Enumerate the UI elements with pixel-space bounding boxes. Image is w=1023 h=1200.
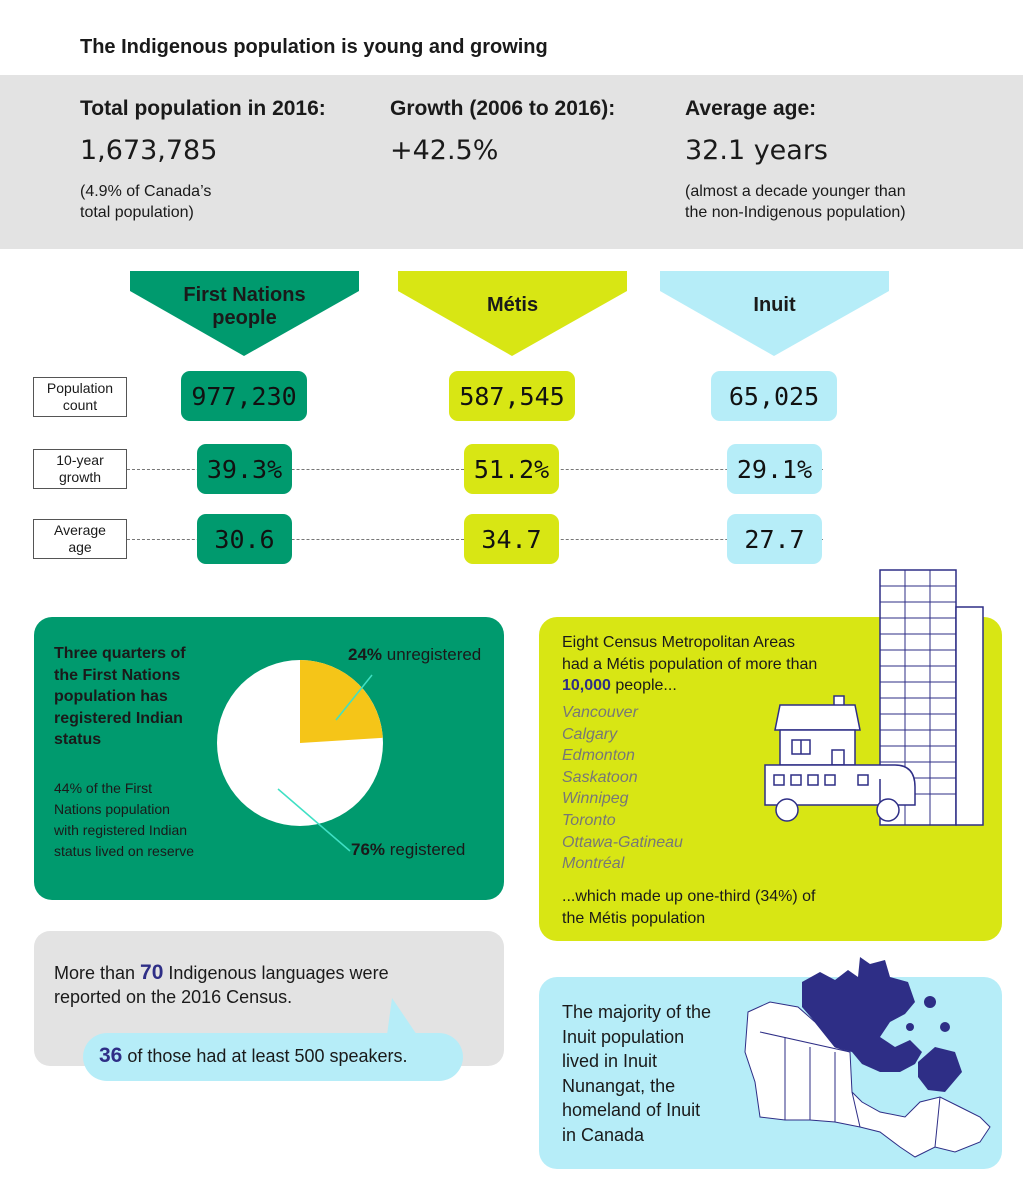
page-title: The Indigenous population is young and growing xyxy=(80,36,548,58)
first-nations-growth: 39.3% xyxy=(197,444,292,494)
average-age-note: (almost a decade younger than the non-Indigenous population) xyxy=(685,183,906,221)
list-item: Saskatoon xyxy=(562,768,638,786)
list-item: Ottawa-Gatineau xyxy=(562,833,683,851)
total-population-value: 1,673,785 xyxy=(80,135,218,166)
total-population-heading: Total population in 2016: xyxy=(80,97,326,120)
list-item: Calgary xyxy=(562,725,618,743)
population-count-label: Population count xyxy=(33,377,127,417)
metis-label: Métis xyxy=(486,294,539,316)
speech-bubble-tail xyxy=(382,995,422,1035)
on-reserve-note: 44% of the First Nations population with registered Indian status lived on reserve xyxy=(54,780,195,859)
first-nations-age: 30.6 xyxy=(197,514,292,564)
metis-age: 34.7 xyxy=(464,514,559,564)
unregistered-label: 24% unregistered xyxy=(348,645,482,664)
metis-count: 587,545 xyxy=(449,371,575,421)
list-item: Vancouver xyxy=(562,704,638,721)
metis-city-list xyxy=(562,702,683,875)
inuit-banner xyxy=(660,271,889,356)
city-illustration xyxy=(760,565,990,830)
speakers-text: 36 of those had at least 500 speakers. xyxy=(99,1044,408,1067)
average-age-heading: Average age: xyxy=(685,97,817,120)
metis-growth: 51.2% xyxy=(464,444,559,494)
inuit-label: Inuit xyxy=(753,294,796,316)
house-icon xyxy=(775,696,860,765)
metis-outro: ...which made up one-third (34%) of the Métis population xyxy=(562,888,816,927)
list-item: Winnipeg xyxy=(562,790,629,808)
total-population-note: (4.9% of Canada’s total population) xyxy=(80,183,212,221)
canada-map-icon xyxy=(740,952,1000,1162)
first-nations-count: 977,230 xyxy=(181,371,307,421)
bus-icon xyxy=(765,765,915,821)
metis-banner xyxy=(398,271,627,356)
growth-heading: Growth (2006 to 2016): xyxy=(390,97,616,120)
ten-year-growth-label: 10-year growth xyxy=(33,449,127,489)
registered-label: 76% registered xyxy=(351,840,466,859)
average-age-label: Average age xyxy=(33,519,127,559)
registration-heading: Three quarters of the First Nations population has registered Indian status xyxy=(54,645,186,749)
first-nations-banner xyxy=(130,271,359,356)
first-nations-label: First Nations people xyxy=(183,284,306,329)
inuit-count: 65,025 xyxy=(711,371,837,421)
metis-intro: Eight Census Metropolitan Areas had a Métis population of more than 10,000 people... xyxy=(562,634,818,695)
list-item: Edmonton xyxy=(562,747,635,765)
languages-text: More than 70 Indigenous languages were reported on the 2016 Census. xyxy=(54,961,389,1007)
list-item: Toronto xyxy=(562,811,616,829)
inuit-growth: 29.1% xyxy=(727,444,822,494)
pie-leader-lines xyxy=(270,665,380,865)
list-item: Montréal xyxy=(562,855,625,873)
inuit-nunangat-text: The majority of the Inuit population lived in Inuit Nunangat, the homeland of Inuit in Canada xyxy=(562,1002,712,1145)
average-age-value: 32.1 years xyxy=(685,135,829,166)
growth-value: +42.5% xyxy=(390,135,499,166)
inuit-age: 27.7 xyxy=(727,514,822,564)
